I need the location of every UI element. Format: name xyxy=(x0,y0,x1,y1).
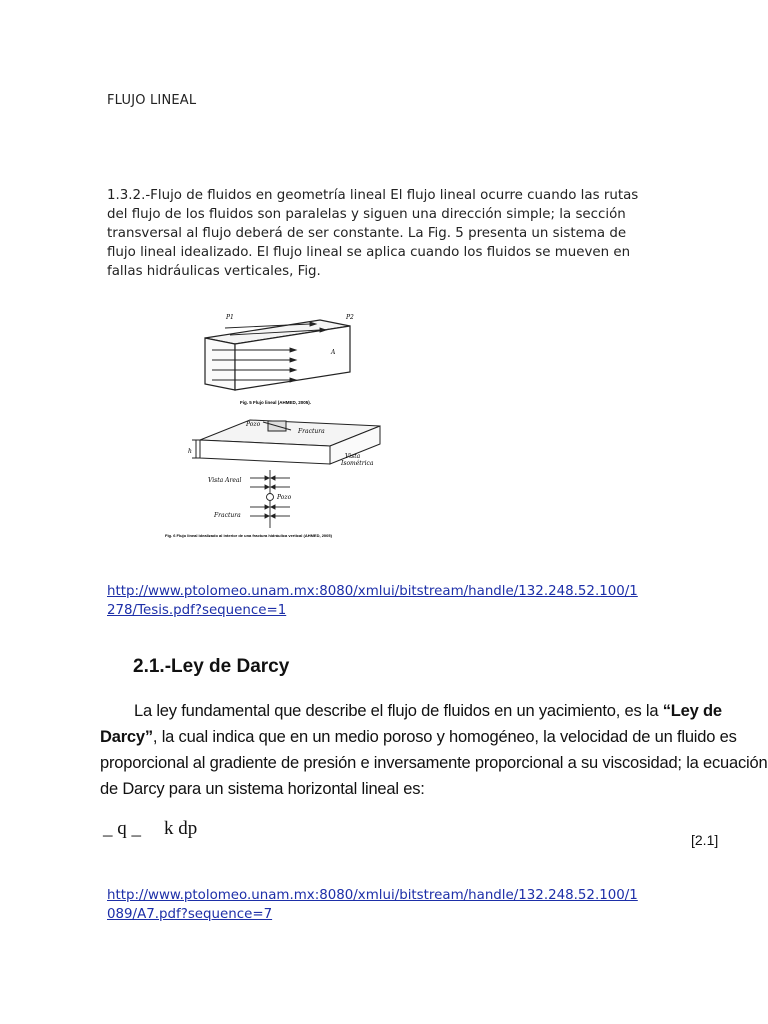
formula-left: _ q _ xyxy=(103,818,141,839)
darcy-line-1-text: La ley fundamental que describe el flujo de fluidos en un yacimiento, es la xyxy=(134,702,663,720)
vista-iso-label: Vista xyxy=(345,453,361,460)
darcy-line-4: de Darcy para un sistema horizontal lineal es: xyxy=(100,780,425,798)
pozo-areal-label: Pozo xyxy=(277,494,292,501)
equation-number: [2.1] xyxy=(691,832,719,848)
p1-label: P1 xyxy=(226,314,234,321)
darcy-excerpt xyxy=(100,650,768,848)
paragraph-line: flujo lineal idealizado. El flujo lineal se aplica cuando los fluidos se mueven en xyxy=(107,245,631,260)
page-heading: FLUJO LINEAL xyxy=(107,93,197,108)
ptolomeo-link-tesis[interactable] xyxy=(107,582,638,620)
vista-iso-label-2: Isométrica xyxy=(341,460,374,467)
link-line[interactable]: 278/Tesis.pdf?sequence=1 xyxy=(107,603,287,618)
ptolomeo-link-a7[interactable] xyxy=(107,886,638,924)
figure-6-caption: Fig. 6 Flujo lineal idealizado al interior de una fractura hidráulica vertical (AHMED, 2005) xyxy=(165,533,332,538)
linear-flow-figure xyxy=(150,308,410,540)
area-label: A xyxy=(331,349,336,356)
link-line[interactable]: http://www.ptolomeo.unam.mx:8080/xmlui/bitstream/handle/132.248.52.100/1 xyxy=(107,584,638,599)
paragraph-line: del flujo de los fluidos son paralelas y siguen una dirección simple; la sección xyxy=(107,207,626,222)
formula-mid: k dp xyxy=(164,818,198,839)
link-line[interactable]: 089/A7.pdf?sequence=7 xyxy=(107,907,273,922)
figure-5-caption: Fig. 5 Flujo lineal (AHMED, 2005). xyxy=(240,400,312,405)
darcy-line-3: proporcional al gradiente de presión e inversamente proporcional a su viscosidad; la ecuación xyxy=(100,754,768,772)
darcy-title: 2.1.-Ley de Darcy xyxy=(133,656,290,677)
darcy-line-2-bold: Darcy” xyxy=(100,728,153,746)
fractura-label: Fractura xyxy=(298,428,325,435)
intro-paragraph xyxy=(107,186,667,281)
linear-flow-block xyxy=(205,320,350,390)
paragraph-line: 1.3.2.-Flujo de fluidos en geometría lineal El flujo lineal ocurre cuando las rutas xyxy=(107,188,639,203)
vista-areal-label: Vista Areal xyxy=(208,477,242,484)
darcy-line-1 xyxy=(134,702,722,721)
p2-label: P2 xyxy=(346,314,354,321)
height-label: h xyxy=(188,448,192,455)
darcy-line-2-text: , la cual indica que en un medio poroso y homogéneo, la velocidad de un fluido es xyxy=(152,728,737,746)
link-line[interactable]: http://www.ptolomeo.unam.mx:8080/xmlui/bitstream/handle/132.248.52.100/1 xyxy=(107,888,638,903)
darcy-line-2 xyxy=(100,728,737,747)
darcy-line-1-bold: “Ley de xyxy=(662,702,722,720)
paragraph-line: fallas hidráulicas verticales, Fig. xyxy=(107,264,321,279)
pozo-label: Pozo xyxy=(246,421,261,428)
paragraph-line: transversal al flujo deberá de ser constante. La Fig. 5 presenta un sistema de xyxy=(107,226,627,241)
fractura-areal-label: Fractura xyxy=(214,512,241,519)
